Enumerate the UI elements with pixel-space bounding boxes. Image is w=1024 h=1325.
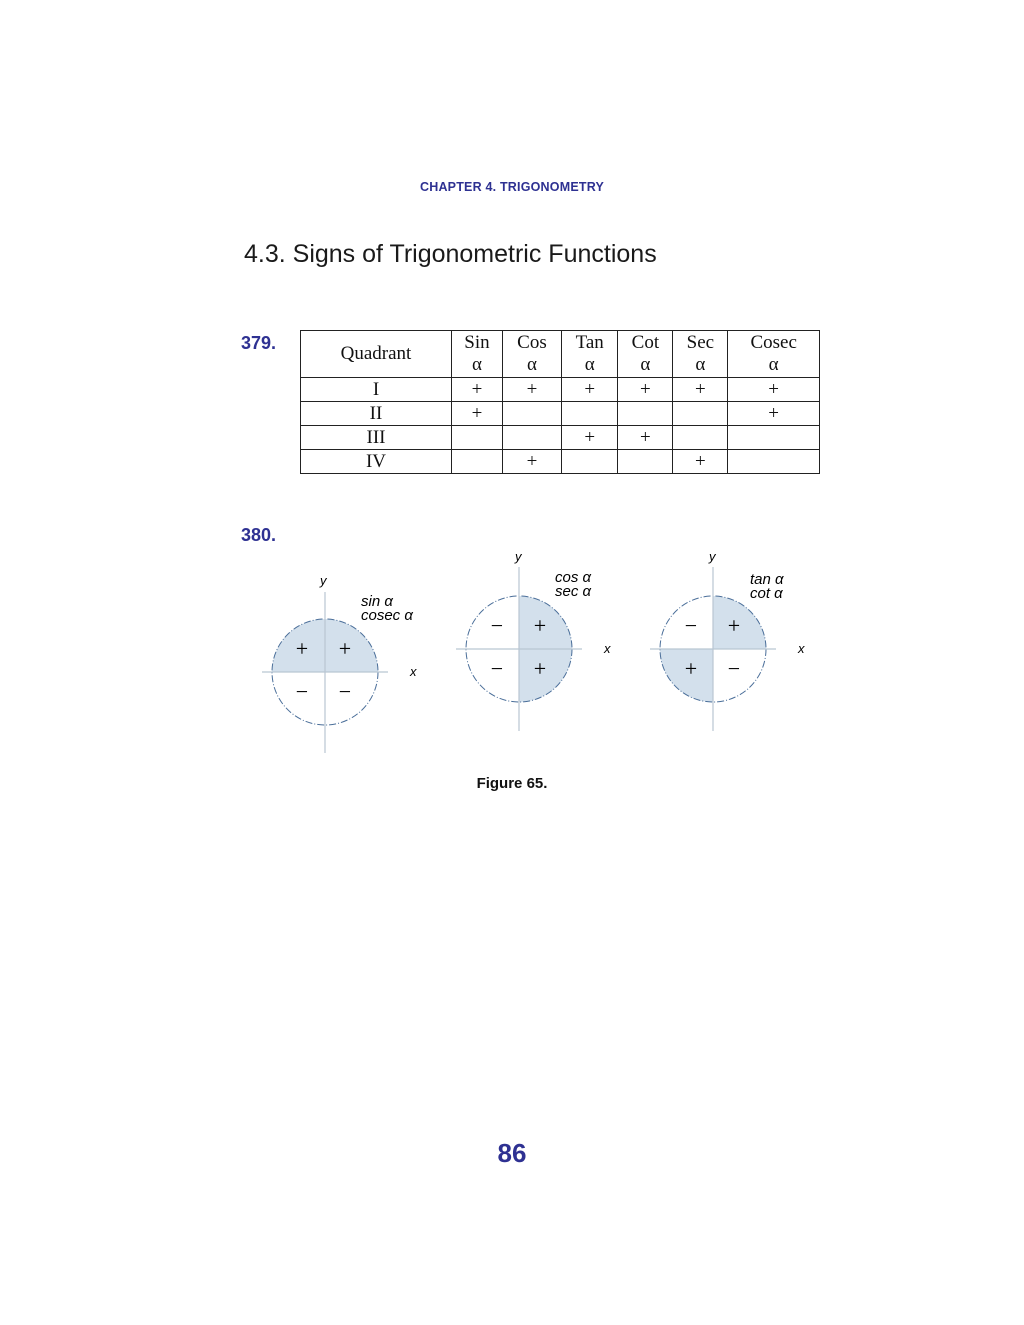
header-label: Tan	[575, 332, 604, 353]
table-cell: III	[301, 426, 452, 450]
quadrant-1-sign: +	[727, 613, 741, 638]
page-number: 86	[497, 1138, 527, 1168]
table-cell: +	[561, 426, 617, 450]
function-label: tan α	[750, 571, 784, 588]
y-axis-label: y	[320, 573, 327, 588]
header-label: Cot	[631, 332, 660, 353]
table-cell: +	[452, 402, 503, 426]
quadrant-2-sign: −	[490, 613, 504, 638]
header-sub: α	[768, 354, 779, 375]
header-sub: α	[584, 354, 595, 375]
quadrant-4-sign: −	[338, 679, 352, 704]
table-cell: +	[618, 378, 673, 402]
chapter-header: CHAPTER 4. TRIGONOMETRY	[419, 180, 604, 194]
section-title: 4.3. Signs of Trigonometric Functions	[244, 240, 657, 268]
table-cell: +	[502, 450, 561, 474]
header-sub: α	[471, 354, 482, 375]
table-cell: II	[301, 402, 452, 426]
function-label: sin α	[361, 593, 393, 610]
x-axis-label: x	[410, 664, 417, 679]
x-axis-label: x	[604, 641, 611, 656]
function-label: cosec α	[361, 607, 413, 624]
table-cell: +	[618, 426, 673, 450]
problem-number-380: 380.	[241, 525, 277, 545]
function-label: cot α	[750, 585, 783, 602]
header-sub: α	[526, 354, 537, 375]
header-sub: α	[695, 354, 706, 375]
function-label: sec α	[555, 583, 592, 600]
function-label: cos α	[555, 569, 592, 586]
sin-cosec-diagram	[262, 573, 417, 753]
header-label: Cosec	[750, 332, 797, 353]
cos-sec-diagram	[456, 549, 611, 731]
quadrant-4-sign: +	[533, 656, 547, 681]
header-label: Quadrant	[340, 343, 412, 364]
table-cell: +	[673, 450, 728, 474]
figure-caption: Figure 65.	[476, 775, 548, 792]
quadrant-4-sign: −	[727, 656, 741, 681]
header-label: Cos	[517, 332, 547, 353]
header-label: Sin	[464, 332, 490, 353]
table-cell: IV	[301, 450, 452, 474]
header-label: Sec	[686, 332, 715, 353]
problem-number-379: 379.	[241, 333, 277, 353]
table-cell: +	[452, 378, 503, 402]
table-cell: +	[728, 402, 820, 426]
table-cell: +	[728, 378, 820, 402]
quadrant-3-sign: +	[684, 656, 698, 681]
quadrant-2-sign: +	[295, 636, 309, 661]
header-sub: α	[640, 354, 651, 375]
table-cell: +	[673, 378, 728, 402]
table-cell: +	[502, 378, 561, 402]
quadrant-1-sign: +	[533, 613, 547, 638]
quadrant-1-sign: +	[338, 636, 352, 661]
quadrant-2-sign: −	[684, 613, 698, 638]
y-axis-label: y	[515, 549, 522, 564]
x-axis-label: x	[798, 641, 805, 656]
table-cell: I	[301, 378, 452, 402]
tan-cot-diagram	[650, 549, 805, 731]
quadrant-3-sign: −	[490, 656, 504, 681]
table-cell: +	[561, 378, 617, 402]
y-axis-label: y	[709, 549, 716, 564]
quadrant-3-sign: −	[295, 679, 309, 704]
